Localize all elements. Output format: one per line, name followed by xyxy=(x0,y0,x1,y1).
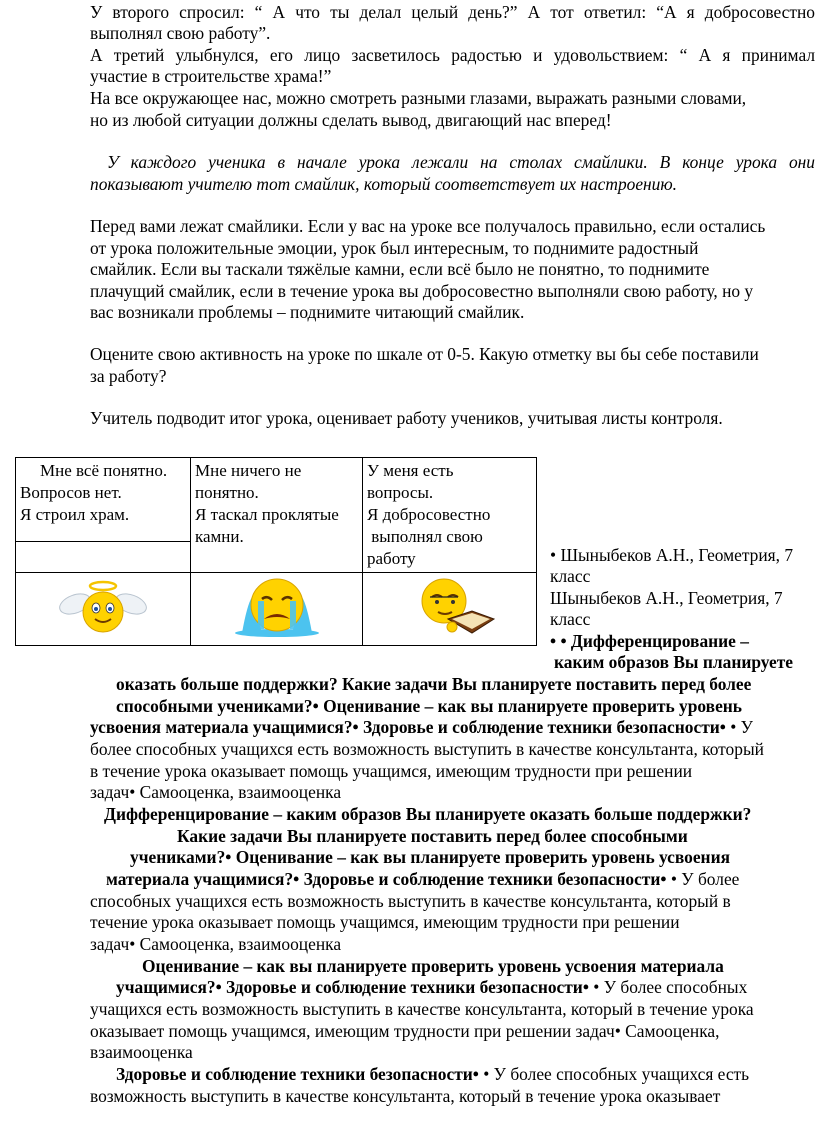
smiles-line-5: вас возникали проблемы – поднимите читающий смайлик. xyxy=(90,302,525,322)
bullet: • xyxy=(352,717,359,737)
crying-smiley-icon xyxy=(222,575,332,637)
block2-line-7: задач• Самооценка, взаимооценка xyxy=(90,934,342,954)
reading-smiley-icon xyxy=(400,575,500,637)
mood-table xyxy=(15,457,537,646)
cell-text: работу xyxy=(367,549,416,568)
block1-line-6: задач• Самооценка, взаимооценка xyxy=(90,782,342,802)
block1-line-3: усвоения материала учащимися?• Здоровье и соблюдение техники безопасности• • У xyxy=(90,717,753,737)
block4-line-2: возможность выступить в качестве консультанта, который в течение урока оказывает xyxy=(90,1086,721,1106)
cell-text: Я таскал проклятые xyxy=(195,505,339,524)
side-line-3: Шыныбеков А.Н., Геометрия, 7 xyxy=(550,588,783,608)
side-line-2: класс xyxy=(550,566,591,586)
cell-text: Мне всё понятно. xyxy=(40,461,168,480)
block3-line-4: оказывает помощь учащимся, имеющим трудности при решении задач• Самооценка, xyxy=(90,1021,720,1041)
bullet: • xyxy=(472,1064,479,1084)
empty-cell xyxy=(16,541,191,572)
side-line-4: класс xyxy=(550,609,591,629)
bullet: • xyxy=(483,1064,490,1084)
cell-text: вопросы. xyxy=(367,483,434,502)
block4-line-1: Здоровье и соблюдение техники безопасности• • У более способных учащихся есть xyxy=(116,1064,750,1084)
block3-line-1: Оценивание – как вы планируете проверить уровень усвоения материала xyxy=(142,956,724,976)
block1-line-5: в течение урока оказывает помощь учащимся, имеющим трудности при решении xyxy=(90,761,693,781)
italic-line-1: У каждого ученика в начале урока лежали на столах смайлики. В конце урока они xyxy=(107,152,815,172)
cell-text: камни. xyxy=(195,527,244,546)
block1-line-4: более способных учащихся есть возможность выступить в качестве консультанта, который xyxy=(90,739,764,759)
side-text: Шыныбеков А.Н., Геометрия, 7 xyxy=(560,545,794,565)
side-line-5 xyxy=(550,631,749,653)
block3-line-2: учащимися?• Здоровье и соблюдение техники безопасности• • У более способных xyxy=(116,977,748,997)
block3-line-3: учащихся есть возможность выступить в качестве консультанта, который в течение урока xyxy=(90,999,754,1019)
cell-text: Я строил храм. xyxy=(20,505,130,524)
smiles-line-1: Перед вами лежат смайлики. Если у вас на уроке все получалось правильно, если остались xyxy=(90,216,766,236)
bullet: • xyxy=(312,696,319,716)
side-line-6: каким образов Вы планируете xyxy=(554,652,793,672)
bullet: • xyxy=(293,869,300,889)
block2-line-1: Дифференцирование – каким образов Вы планируете оказать больше поддержки? xyxy=(104,804,752,824)
mood-cell-not-understood xyxy=(191,458,363,573)
reading-smiley-cell xyxy=(363,573,537,646)
bullet: • xyxy=(129,782,136,802)
cell-text: Мне ничего не xyxy=(195,461,302,480)
angel-smiley-icon xyxy=(53,576,153,636)
bullet: • xyxy=(550,545,557,565)
bullet: • xyxy=(719,717,726,737)
cell-text: выполнял свою xyxy=(367,527,483,546)
block3-line-5: взаимооценка xyxy=(90,1042,193,1062)
side-line-1 xyxy=(550,545,793,567)
intro-line-3: А третий улыбнулся, его лицо засветилось радостью и удовольствием: “ А я принимал xyxy=(90,45,815,65)
block1-line-2: способными учениками?• Оценивание – как вы планируете проверить уровень xyxy=(116,696,743,716)
intro-line-6: но из любой ситуации должны сделать вывод, двигающий нас вперед! xyxy=(90,110,612,130)
cell-text: понятно. xyxy=(195,483,259,502)
bullet: • xyxy=(593,977,600,997)
bullet: • xyxy=(550,631,557,651)
italic-line-2: показывают учителю тот смайлик, который соответствует их настроению. xyxy=(90,174,677,194)
bullet: • xyxy=(225,847,232,867)
block2-line-2: Какие задачи Вы планируете поставить перед более способными xyxy=(177,826,688,846)
intro-line-2: выполнял свою работу”. xyxy=(90,23,271,43)
block2-line-4: материала учащимися?• Здоровье и соблюдение техники безопасности• • У более xyxy=(106,869,740,889)
smiles-line-2: от урока положительные эмоции, урок был интересным, то поднимите радостный xyxy=(90,238,699,258)
rate-line-2: за работу? xyxy=(90,366,167,386)
intro-line-5: На все окружающее нас, можно смотреть разными глазами, выражать разными словами, xyxy=(90,88,747,108)
cell-text: У меня есть xyxy=(367,461,454,480)
mood-cell-questions xyxy=(363,458,537,573)
bullet: • xyxy=(670,869,677,889)
intro-line-1: У второго спросил: “ А что ты делал целый день?” А тот ответил: “А я добросовестно xyxy=(90,2,815,22)
intro-line-4: участие в строительстве храма!” xyxy=(90,66,332,86)
block2-line-6: течение урока оказывает помощь учащимся, имеющим трудности при решении xyxy=(90,912,680,932)
mood-cell-understood xyxy=(16,458,191,542)
smiles-line-3: смайлик. Если вы таскали тяжёлые камни, если всё было не понятно, то поднимите xyxy=(90,259,710,279)
bullet: • xyxy=(215,977,222,997)
rate-line-1: Оцените свою активность на уроке по шкале от 0-5. Какую отметку вы бы себе поставили xyxy=(90,344,759,364)
bullet: • xyxy=(582,977,589,997)
bullet: • xyxy=(614,1021,621,1041)
bullet: • xyxy=(129,934,136,954)
teacher-summary: Учитель подводит итог урока, оценивает работу учеников, учитывая листы контроля. xyxy=(90,408,723,428)
block1-line-1: оказать больше поддержки? Какие задачи Вы планируете поставить перед более xyxy=(116,674,752,694)
block2-line-3: учениками?• Оценивание – как вы планируете проверить уровень усвоения xyxy=(130,847,731,867)
block2-line-5: способных учащихся есть возможность выступить в качестве консультанта, который в xyxy=(90,891,731,911)
angel-smiley-cell xyxy=(16,573,191,646)
smiles-line-4: плачущий смайлик, если в течение урока вы добросовестно выполняли свою работу, но у xyxy=(90,281,754,301)
crying-smiley-cell xyxy=(191,573,363,646)
bullet: • xyxy=(730,717,737,737)
cell-text: Я добросовестно xyxy=(367,505,491,524)
bullet: • xyxy=(660,869,667,889)
cell-text: Вопросов нет. xyxy=(20,483,122,502)
bullet: • xyxy=(560,631,567,651)
side-text: Дифференцирование – xyxy=(570,631,749,651)
